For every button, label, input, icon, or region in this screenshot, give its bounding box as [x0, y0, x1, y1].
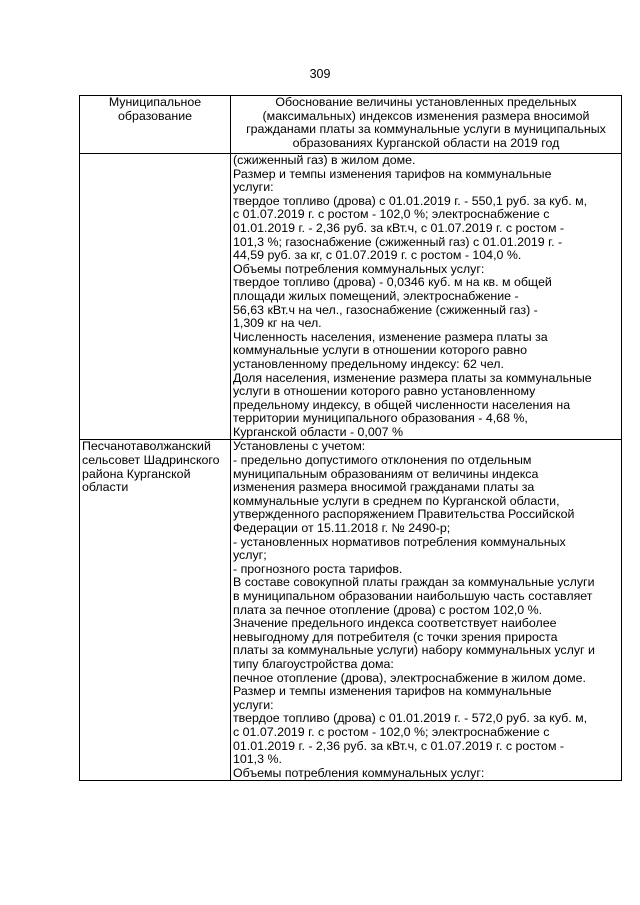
text-line: В составе совокупной платы граждан за коммунальные услуги	[233, 575, 595, 590]
text-line: предельному индексу, в общей численности населения на	[233, 397, 571, 412]
text-line: Размер и темпы изменения тарифов на коммунальные	[233, 684, 552, 699]
text-line: Доля населения, изменение размера платы за коммунальные	[233, 370, 592, 385]
text-line: 101,3 %.	[233, 752, 282, 767]
header-municipality: Муниципальное образование	[80, 96, 231, 154]
text-line: площади жилых помещений, электроснабжение -	[233, 288, 519, 303]
text-line: коммунальные услуги в отношении которого равно	[233, 343, 527, 358]
text-line: услуги в отношении которого равно установленному	[233, 384, 536, 399]
table-row	[80, 154, 622, 440]
text-line: 1,309 кг на чел.	[233, 316, 322, 331]
page-number: 309	[309, 67, 331, 81]
text-line: услуги:	[233, 697, 274, 712]
text-line: 44,59 руб. за кг, с 01.07.2019 г. с ростом - 104,0 %.	[233, 248, 522, 263]
text-line: Установлены с учетом:	[233, 439, 366, 454]
text-line: услуги:	[233, 180, 274, 195]
text-line: Объемы потребления коммунальных услуг:	[233, 765, 485, 780]
text-line: 56,63 кВт.ч на чел., газоснабжение (сжиженный газ) -	[233, 302, 538, 317]
text-line: типу благоустройства дома:	[233, 656, 394, 671]
text-line: Федерации от 15.11.2018 г. № 2490-р;	[233, 521, 451, 536]
text-line: с 01.07.2019 г. с ростом - 102,0 %; электроснабжение с	[233, 724, 550, 739]
text-line: 01.01.2019 г. - 2,36 руб. за кВт.ч, с 01.07.2019 г. с ростом -	[233, 220, 565, 235]
text-line: твердое топливо (дрова) - 0,0346 куб. м на кв. м общей	[233, 275, 552, 290]
municipality-cell	[80, 154, 231, 440]
header-justification: Обоснование величины установленных предельных (максимальных) индексов изменения размера вносимой гражданами платы за коммунальные услуги в муниципальных образованиях Курганской области на 2019 год	[231, 96, 622, 154]
justification-cell	[231, 440, 622, 781]
text-line: плата за печное отопление (дрова) с ростом 102,0 %.	[233, 602, 543, 617]
text-line: твердое топливо (дрова) с 01.01.2019 г. - 572,0 руб. за куб. м,	[233, 711, 588, 726]
text-line: изменения размера вносимой гражданами платы за	[233, 480, 535, 495]
text-line: Размер и темпы изменения тарифов на коммунальные	[233, 166, 552, 181]
text-line: территории муниципального образования - 4,68 %,	[233, 411, 528, 426]
table-row	[80, 440, 622, 781]
text-line: - установленных нормативов потребления коммунальных	[233, 534, 566, 549]
text-line: утвержденного распоряжением Правительства Российской	[233, 507, 575, 522]
text-line: (сжиженный газ) в жилом доме.	[233, 153, 416, 167]
text-line: Объемы потребления коммунальных услуг:	[233, 261, 485, 276]
text-line: твердое топливо (дрова) с 01.01.2019 г. - 550,1 руб. за куб. м,	[233, 193, 588, 208]
text-line: 01.01.2019 г. - 2,36 руб. за кВт.ч, с 01.07.2019 г. с ростом -	[233, 738, 565, 753]
text-line: печное отопление (дрова), электроснабжение в жилом доме.	[233, 670, 586, 685]
municipality-cell: Песчанотаволжанский сельсовет Шадринского района Курганской области	[80, 440, 231, 781]
table-header-row	[80, 96, 622, 154]
justification-table	[79, 95, 622, 781]
text-line: Численность населения, изменение размера платы за	[233, 329, 548, 344]
text-line: муниципальным образованиям от величины индекса	[233, 466, 539, 481]
text-line: Значение предельного индекса соответствует наиболее	[233, 616, 557, 631]
text-line: - прогнозного роста тарифов.	[233, 561, 403, 576]
text-line: в муниципальном образовании наибольшую часть составляет	[233, 589, 593, 603]
text-line: платы за коммунальные услуги) набору коммунальных услуг и	[233, 643, 595, 658]
text-line: - предельно допустимого отклонения по отдельным	[233, 453, 532, 468]
justification-cell	[231, 154, 622, 440]
text-line: установленному предельному индексу: 62 чел.	[233, 356, 504, 371]
text-line: услуг;	[233, 548, 267, 563]
text-line: Курганской области - 0,007 %	[233, 424, 403, 439]
text-line: невыгодному для потребителя (с точки зрения прироста	[233, 629, 558, 644]
text-line: с 01.07.2019 г. с ростом - 102,0 %; электроснабжение с	[233, 207, 550, 222]
text-line: коммунальные услуги в среднем по Курганской области,	[233, 493, 560, 508]
text-line: 101,3 %; газоснабжение (сжиженный газ) с 01.01.2019 г. -	[233, 234, 563, 249]
